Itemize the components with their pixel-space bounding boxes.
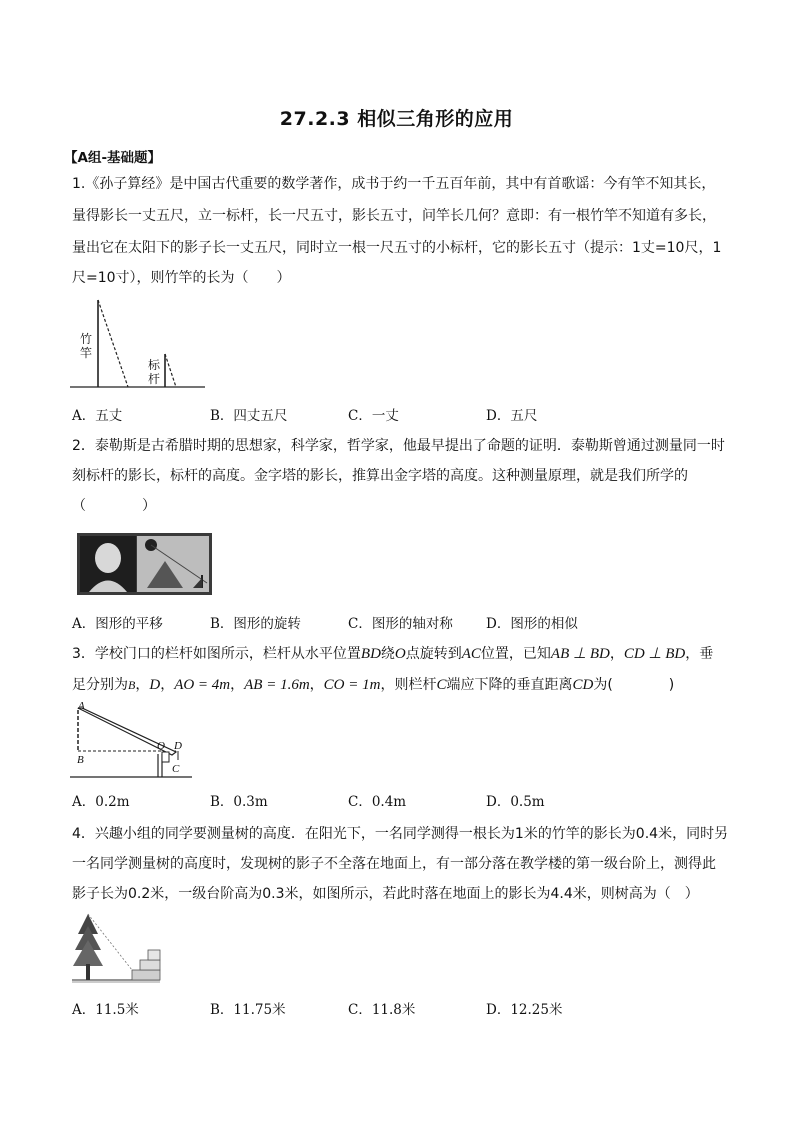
q3-option-b: B．0.3m [210, 794, 268, 810]
q2-line-2: 刻标杆的影长，标杆的高度。金字塔的影长，推算出金字塔的高度。这种测量原理，就是我们所学的 [72, 468, 688, 484]
step-1 [132, 970, 160, 980]
thales-bust-head [95, 543, 121, 573]
q4-figure [72, 912, 162, 986]
q2-option-a: A．图形的平移 [72, 616, 163, 632]
step-3 [148, 950, 160, 960]
q4-line-2: 一名同学测量树的高度时，发现树的影子不全落在地面上，有一部分落在教学楼的第一级台阶上，测得此 [72, 856, 716, 872]
stick-label: 标杆 [148, 358, 161, 386]
q4-option-b: B．11.75米 [210, 1002, 286, 1018]
q3-option-c: C．0.4m [348, 794, 407, 810]
q1-option-d: D．五尺 [486, 408, 538, 424]
q3-line-1: 3．学校门口的栏杆如图所示，栏杆从水平位置BD绕O点旋转到AC位置，已知AB ⊥ BD，CD ⊥ BD，垂 [72, 646, 714, 662]
step-2 [140, 960, 160, 970]
q1-option-c: C．一丈 [348, 408, 399, 424]
stick-sunray [165, 354, 176, 387]
q2-line-1: 2．泰勒斯是古希腊时期的思想家，科学家，哲学家，他最早提出了命题的证明．泰勒斯曾通过测量同一时 [72, 438, 725, 454]
label-b: B [77, 754, 84, 766]
q1-line-2: 量得影长一丈五尺，立一标杆，长一尺五寸，影长五寸，问竿长几何？意即：有一根竹竿不知道有多长， [72, 208, 716, 224]
q3-option-d: D．0.5m [486, 794, 545, 810]
q2-figure [77, 533, 212, 595]
page-title: 27.2.3 相似三角形的应用 [279, 108, 514, 130]
label-d: D [174, 740, 182, 752]
section-heading: 【A组-基础题】 [64, 150, 162, 166]
q4-option-a: A．11.5米 [72, 1002, 139, 1018]
q4-line-3: 影子长为0.2米，一级台阶高为0.3米，如图所示，若此时落在地面上的影长为4.4米，则树高为（ ） [72, 886, 699, 902]
label-c: C [172, 763, 180, 775]
q4-option-c: C．11.8米 [348, 1002, 416, 1018]
q1-option-b: B．四丈五尺 [210, 408, 288, 424]
q1-line-4: 尺=10寸），则竹竿的长为（ ） [72, 270, 291, 286]
q2-option-c: C．图形的轴对称 [348, 616, 453, 632]
q4-option-d: D．12.25米 [486, 1002, 563, 1018]
q2-option-d: D．图形的相似 [486, 616, 578, 632]
q1-option-a: A．五丈 [72, 408, 123, 424]
label-a: A [78, 700, 85, 712]
q3-line-2: 足分别为B，D，AO = 4m，AB = 1.6m，CO = 1m，则栏杆C端应下降的垂直距离CD为( ) [72, 677, 675, 693]
q4-line-1: 4．兴趣小组的同学要测量树的高度．在阳光下，一名同学测得一根长为1米的竹竿的影长为0.4米，同时另 [72, 826, 729, 842]
pole-sunray [98, 300, 128, 387]
q2-line-3: （ ） [72, 498, 156, 514]
q2-option-b: B．图形的旋转 [210, 616, 301, 632]
label-o: O [157, 740, 165, 752]
pole-label: 竹竿 [80, 332, 93, 360]
q3-option-a: A．0.2m [72, 794, 130, 810]
q1-line-1: 1.《孙子算经》是中国古代重要的数学著作，成书于约一千五百年前，其中有首歌谣：今有竿不知其长， [72, 176, 716, 192]
q1-line-3: 量出它在太阳下的影子长一丈五尺，同时立一根一尺五寸的小标杆，它的影长五寸（提示：1丈=10尺，1 [72, 240, 722, 256]
